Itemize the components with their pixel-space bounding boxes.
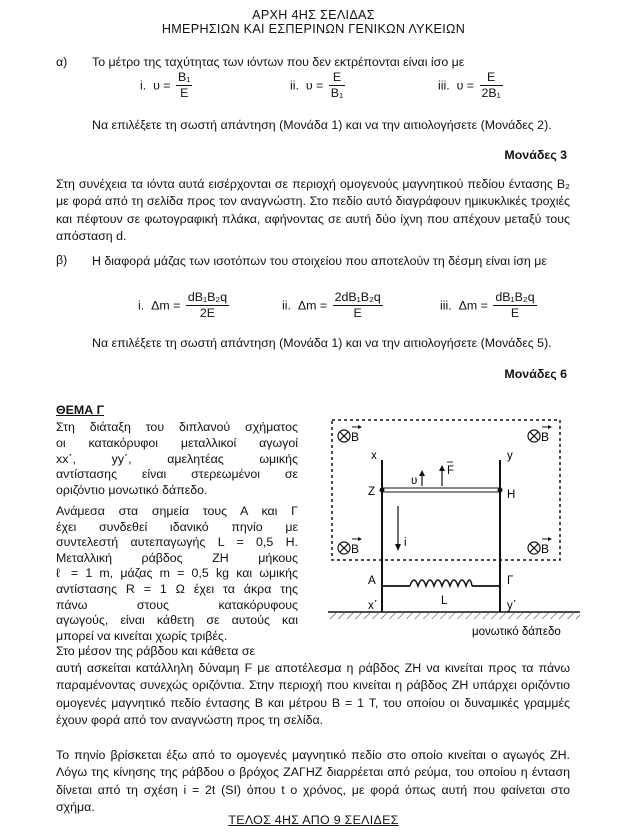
- b-field-symbol-bottom-right: [528, 542, 540, 554]
- question-b-label: β): [56, 253, 68, 267]
- label-y: y: [507, 450, 513, 462]
- option-b-iii: iii. Δm = $\frac{\text{dB₁B₂q}}{E}$: [440, 290, 535, 320]
- label-i: i: [404, 537, 407, 549]
- question-a-text: Το μέτρο της ταχύτητας των ιόντων που δεν εκτρέπονται είναι ίσο με: [92, 55, 465, 69]
- b-field-symbol-top-right: [528, 430, 540, 442]
- option-b-i: i. Δm = $\frac{\text{dB₁B₂q}}{2E}$: [138, 290, 228, 320]
- label-b-tr: B: [541, 430, 550, 444]
- option-b-ii: ii. Δm = $\frac{\text{2dB₁B₂q}}{E}$: [282, 290, 381, 320]
- label-z: Z: [368, 486, 376, 498]
- label-x-prime: x΄: [368, 600, 378, 612]
- label-y-prime: y΄: [507, 600, 517, 612]
- b-field-symbol-bottom-left: [338, 542, 350, 554]
- theme-left-paragraph-1: Στη διάταξη του διπλανού σχήματος οι κατακόρυφοι μεταλλικοί αγωγοί xx΄, yy΄, αμελητέας ωμικής αντίστασης είναι στερεωμένοι σε οριζόντιο μονωτικό δάπεδο.: [56, 420, 298, 498]
- label-b-tl: B: [351, 430, 360, 444]
- label-floor: μονωτικό δάπεδο: [472, 626, 561, 638]
- b-field-symbol-top-left: [338, 430, 350, 442]
- option-a-iii: iii. υ = $\frac{E}{\text{2B₁}}$: [438, 70, 501, 100]
- question-b-marks: Μονάδες 6: [504, 367, 567, 381]
- page-header-1: ΑΡΧΗ 4ΗΣ ΣΕΛΙΔΑΣ: [252, 8, 375, 22]
- theme-left-line-3: Στο μέσον της ράβδου και κάθετα σε: [56, 644, 256, 658]
- circuit-figure: [318, 410, 588, 642]
- theme-final-paragraph: Το πηνίο βρίσκεται έξω από το ομογενές μαγνητικό πεδίο στο οποίο κινείται ο αγωγός ΖΗ. Λόγω της κίνησης της ράβδου ο βρόχος ΖΑΓΗΖ διαρρέεται από ρεύμα, του οποίου η ένταση δίνεται από τη σχέση i = 2t (SI) όπου t ο χρόνος, με φορά όπως αυτή που φαίνεται στο σχήμα.: [56, 748, 570, 815]
- option-a-i: i. υ = $\frac{\text{B₁}}{E}$: [140, 70, 191, 100]
- question-b-text: Η διαφορά μάζας των ισοτόπων του στοιχείου που αποτελούν τη δέσμη είναι ίση με: [92, 254, 547, 268]
- label-g: Γ: [507, 575, 514, 587]
- paragraph-b2-field: Στη συνέχεια τα ιόντα αυτά εισέρχονται σε περιοχή ομογενούς μαγνητικού πεδίου έντασης B₂ με φορά από τη σελίδα προς τον αναγνώστη. Στο πεδίο αυτό διαγράφουν ημικυκλικές τροχιές και πέφτουν σε φωτογραφική πλάκα, αφήνοντας σε αυτή δύο ίχνη που απέχουν μεταξύ τους απόσταση d.: [56, 177, 570, 244]
- question-a-label: α): [56, 55, 68, 69]
- option-a-ii: ii. υ = $\frac{E}{\text{B₁}}$: [290, 70, 344, 100]
- theme-force-paragraph: αυτή ασκείται κατάλληλη δύναμη F με αποτέλεσμα η ράβδος ΖΗ να κινείται προς τα πάνω παραμένοντας συνεχώς οριζόντια. Στην περιοχή που κινείται η ράβδος ΖΗ υπάρχει οριζόντιο ομογενές μαγνητικό πεδίο έντασης B και μέτρου B = 1 T, του οποίου οι δυναμικές γραμμές έχουν φορά από τον αναγνώστη προς τη σελίδα.: [56, 661, 570, 728]
- page-footer: ΤΕΛΟΣ 4ΗΣ ΑΠΟ 9 ΣΕΛΙΔΕΣ: [228, 813, 399, 827]
- question-a-marks: Μονάδες 3: [504, 148, 567, 162]
- label-h: H: [507, 489, 516, 501]
- label-b-br: B: [541, 542, 550, 556]
- question-a-instructions: Να επιλέξετε τη σωστή απάντηση (Μονάδα 1) και να την αιτιολογήσετε (Μονάδες 2).: [92, 118, 552, 132]
- page-header-2: ΗΜΕΡΗΣΙΩΝ ΚΑΙ ΕΣΠΕΡΙΝΩΝ ΓΕΝΙΚΩΝ ΛΥΚΕΙΩΝ: [161, 22, 466, 36]
- rod-zh: [382, 488, 500, 492]
- label-l: L: [441, 595, 448, 607]
- theme-title: ΘΕΜΑ Γ: [56, 403, 105, 417]
- inductor-coil: [410, 580, 472, 586]
- label-u: υ: [411, 475, 418, 487]
- question-b-instructions: Να επιλέξετε τη σωστή απάντηση (Μονάδα 1) και να την αιτιολογήσετε (Μονάδες 5).: [92, 336, 552, 350]
- label-x: x: [371, 450, 377, 462]
- theme-left-paragraph-2: Ανάμεσα στα σημεία τους Α και Γ έχει συνδεθεί ιδανικό πηνίο με συντελεστή αυτεπαγωγής L = 0,5 H. Μεταλλική ράβδος ΖΗ μήκους ℓ = 1 m, μάζας m = 0,5 kg και ωμικής αντίστασης R = 1 Ω έχει τα άκρα της πάνω στους κατακόρυφους αγωγούς, είναι κάθετη σε αυτούς και μπορεί να κινείται χωρίς τριβές.: [56, 504, 298, 643]
- label-f: F: [447, 465, 455, 477]
- label-a: Α: [368, 575, 376, 587]
- label-b-bl: B: [351, 542, 360, 556]
